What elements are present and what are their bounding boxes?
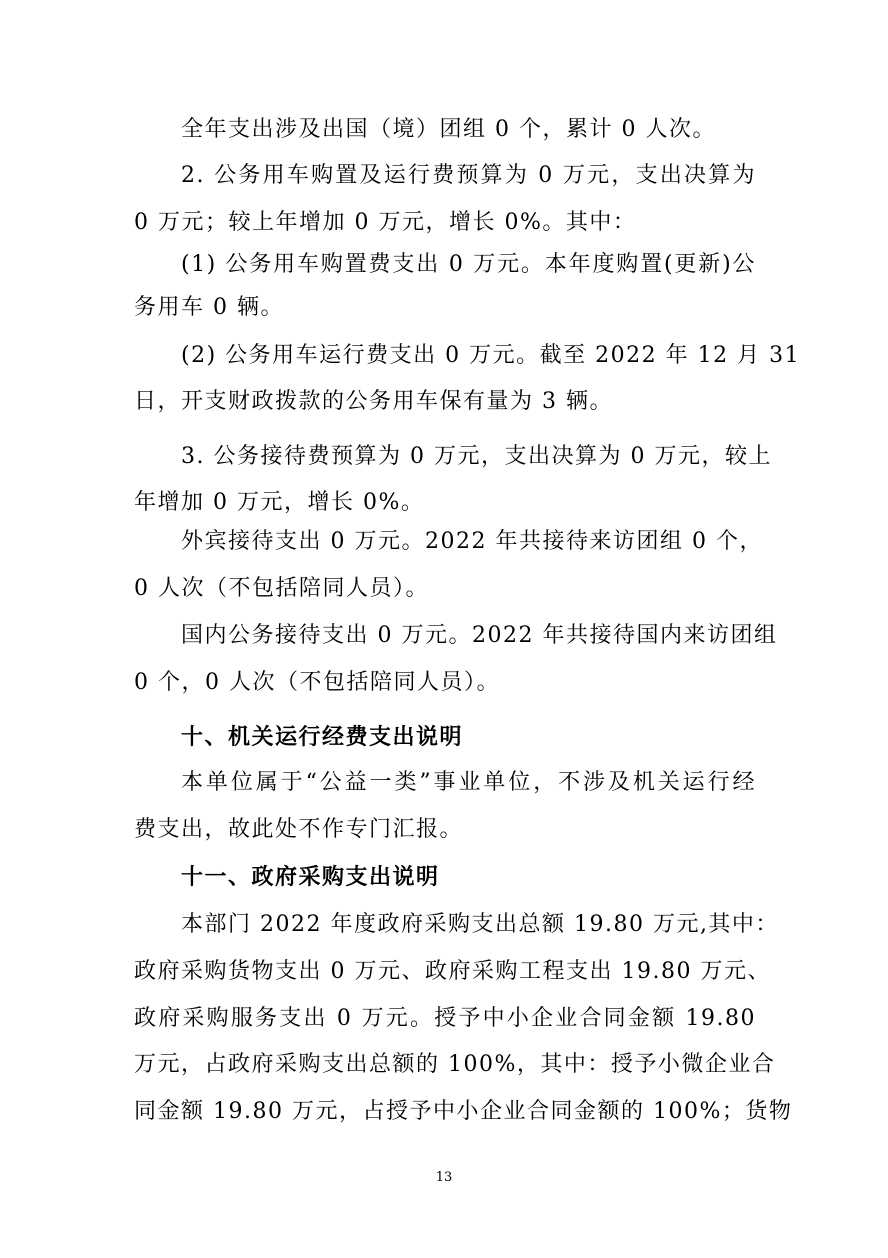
paragraph-line: 年增加 0 万元，增长 0%。 bbox=[134, 490, 425, 515]
paragraph-line: 万元，占政府采购支出总额的 100%，其中：授予小微企业合 bbox=[134, 1052, 776, 1077]
section-heading: 十、机关运行经费支出说明 bbox=[181, 725, 464, 750]
section-heading: 十一、政府采购支出说明 bbox=[181, 865, 440, 890]
paragraph-line: 2. 公务用车购置及运行费预算为 0 万元，支出决算为 bbox=[181, 163, 756, 188]
paragraph-line: 务用车 0 辆。 bbox=[134, 295, 284, 320]
paragraph-line: 日，开支财政拨款的公务用车保有量为 3 辆。 bbox=[134, 389, 613, 414]
paragraph-line: 外宾接待支出 0 万元。2022 年共接待来访团组 0 个， bbox=[181, 529, 763, 554]
paragraph-line: (2) 公务用车运行费支出 0 万元。截至 2022 年 12 月 31 bbox=[181, 343, 801, 368]
paragraph-line: 0 人次（不包括陪同人员）。 bbox=[134, 576, 429, 601]
paragraph-line: 费支出，故此处不作专门汇报。 bbox=[134, 817, 464, 842]
paragraph-line: 0 个，0 人次（不包括陪同人员）。 bbox=[134, 670, 500, 695]
paragraph-line: 政府采购服务支出 0 万元。授予中小企业合同金额 19.80 bbox=[134, 1006, 756, 1031]
paragraph-line: 本单位属于“公益一类”事业单位，不涉及机关运行经 bbox=[181, 770, 756, 795]
paragraph-line: 0 万元；较上年增加 0 万元，增长 0%。其中： bbox=[134, 210, 637, 235]
page-number: 13 bbox=[435, 1170, 453, 1185]
paragraph-line: 本部门 2022 年度政府采购支出总额 19.80 万元,其中： bbox=[181, 912, 779, 937]
paragraph-line: 全年支出涉及出国（境）团组 0 个，累计 0 人次。 bbox=[181, 117, 716, 142]
paragraph-line: (1) 公务用车购置费支出 0 万元。本年度购置(更新)公 bbox=[181, 252, 756, 277]
paragraph-line: 政府采购货物支出 0 万元、政府采购工程支出 19.80 万元、 bbox=[134, 959, 771, 984]
paragraph-line: 同金额 19.80 万元，占授予中小企业合同金额的 100%；货物 bbox=[134, 1099, 793, 1124]
paragraph-line: 3. 公务接待费预算为 0 万元，支出决算为 0 万元，较上 bbox=[181, 444, 772, 469]
paragraph-line: 国内公务接待支出 0 万元。2022 年共接待国内来访团组 bbox=[181, 623, 778, 648]
